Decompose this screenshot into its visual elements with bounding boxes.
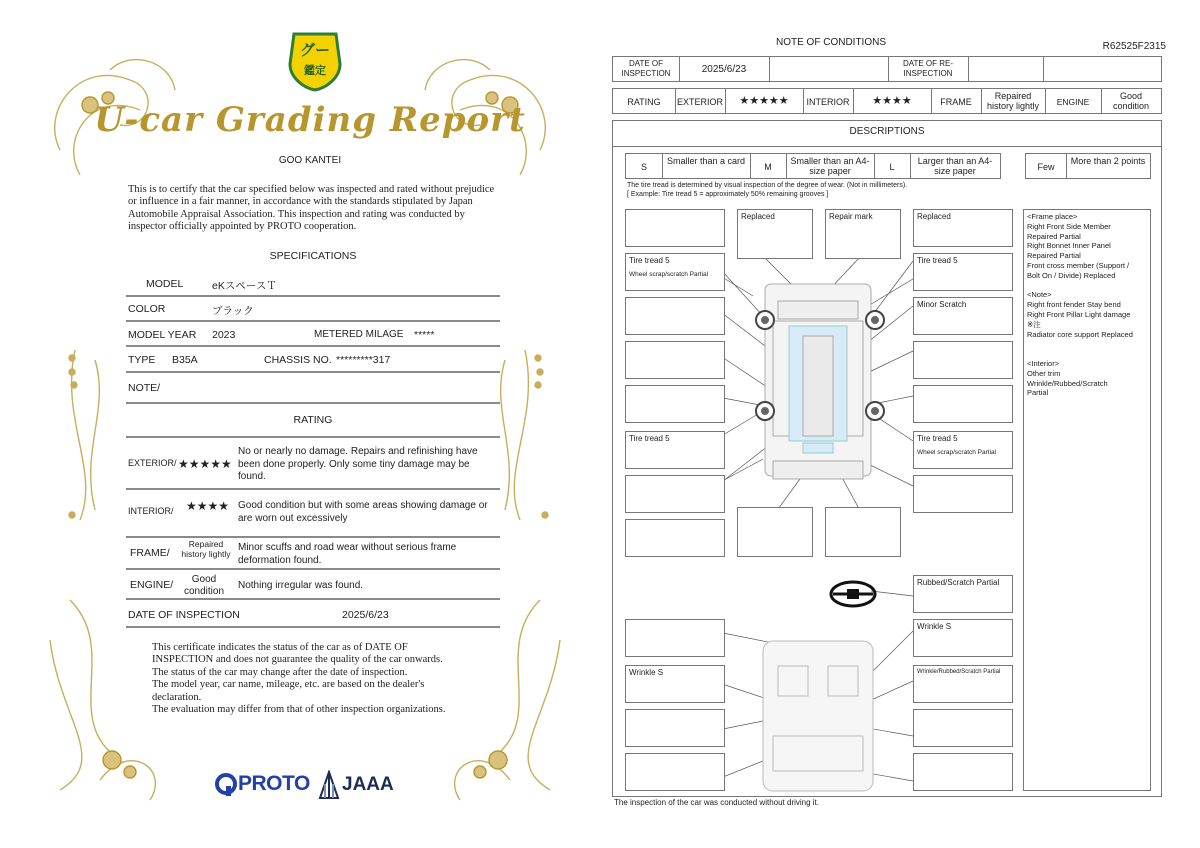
damage-box <box>913 619 1013 657</box>
damage-box <box>625 341 725 379</box>
frame-note-line: Repaired Partial <box>1027 251 1081 261</box>
damage-box <box>625 297 725 335</box>
svg-text:グー: グー <box>299 41 331 59</box>
jaaa-logo-icon <box>318 770 340 800</box>
steering-damage-label: Rubbed/Scratch Partial <box>917 578 1000 587</box>
frame-desc: Minor scuffs and road wear without serious frame deformation found. <box>238 542 457 566</box>
exterior-label: EXTERIOR/ <box>128 458 177 468</box>
interior-label: INTERIOR/ <box>128 506 174 516</box>
damage-box <box>625 431 725 469</box>
exterior-stars: ★★★★★ <box>178 457 232 471</box>
exterior-label: EXTERIOR <box>676 97 723 107</box>
general-note-line: Right Front Pillar Light damage <box>1027 309 1131 319</box>
damage-box <box>625 475 725 513</box>
wheel-scrap-label: Wheel scrap/scratch Partial <box>629 271 709 278</box>
chassis-label: CHASSIS NO. <box>264 354 332 366</box>
wrinkle-rubbed-label: Wrinkle/Rubbed/Scratch Partial <box>917 669 1001 675</box>
interior-note-line: Other trim <box>1027 368 1061 378</box>
report-title: U-car Grading Report <box>94 100 526 140</box>
rating-row-interior <box>126 490 500 538</box>
type-value: B35A <box>172 354 198 366</box>
wheel-scrap-label: Wheel scrap/scratch Partial <box>917 449 997 456</box>
frame-note-line: Right Bonnet Inner Panel <box>1027 241 1111 251</box>
goo-kantei-badge <box>286 30 344 92</box>
date-of-inspection-label: DATE OF INSPECTION <box>621 59 671 78</box>
report-subtitle: GOO KANTEI <box>278 155 342 166</box>
model-year-value: 2023 <box>212 329 236 341</box>
conditions-title: NOTE OF CONDITIONS <box>776 37 886 48</box>
disclaimer-line: The status of the car may change after the date of inspection. <box>152 666 408 678</box>
notes-column <box>1023 209 1151 791</box>
spec-row-year <box>126 322 500 347</box>
engine-value: Good condition <box>183 574 225 597</box>
descriptions-heading: DESCRIPTIONS <box>849 126 925 137</box>
damage-box <box>825 209 901 259</box>
damage-box <box>625 665 725 703</box>
damage-box <box>913 575 1013 613</box>
repair-mark-label: Repair mark <box>829 212 873 221</box>
steering-wheel-icon <box>831 582 875 606</box>
general-note-line: ※注 <box>1027 319 1041 329</box>
proto-logo: PROTO <box>238 772 310 795</box>
wrinkle-label: Wrinkle S <box>629 668 664 677</box>
damage-box <box>625 253 725 291</box>
wrinkle-label: Wrinkle S <box>917 622 952 631</box>
damage-box <box>913 209 1013 247</box>
frame-value: Repaired history lightly <box>181 539 231 559</box>
disclaimer-line: declaration. <box>152 691 202 703</box>
divider <box>1043 56 1044 82</box>
frame-label: FRAME/ <box>130 547 170 559</box>
frame-note-line: Right Front Side Member <box>1027 221 1111 231</box>
frame-note-line: <Frame place> <box>1027 212 1078 221</box>
conditions-footer: The inspection of the car was conducted without driving it. <box>614 798 819 807</box>
tire-tread-label: Tire tread 5 <box>629 434 670 443</box>
legend-m-desc: Smaller than an A4-size paper <box>790 156 870 176</box>
reference-number: R62525F2315 <box>1102 41 1166 52</box>
few-legend <box>1025 153 1151 179</box>
tread-example: [ Example: Tire tread 5 = approximately 50% remaining grooves ] <box>627 191 829 198</box>
legend-few-desc: More than 2 points <box>1070 156 1146 166</box>
damage-box <box>737 507 813 557</box>
divider <box>968 56 969 82</box>
interior-desc: Good condition but with some areas showing damage or are worn out excessively <box>238 500 488 524</box>
legend-l: L <box>889 162 895 172</box>
interior-stars: ★★★★ <box>186 499 230 513</box>
damage-box <box>913 665 1013 703</box>
legend-few: Few <box>1037 162 1055 172</box>
engine-value: Good condition <box>1112 91 1150 111</box>
disclaimer-line: The model year, car name, mileage, etc. are based on the dealer's <box>152 679 425 691</box>
interior-note-line: <Interior> <box>1027 358 1060 368</box>
spec-row-model <box>126 272 500 297</box>
certify-statement: This is to certify that the car specified below was inspected and rated without prejudice or influence in a fair manner, in accordance with the standards stipulated by Japan Automobile Appraisal Association. This inspection and rating was conducted by inspector officially appointed by PROTO cooperation. <box>128 184 495 233</box>
certificate-disclaimer <box>152 642 492 716</box>
interior-note-line: Wrinkle/Rubbed/Scratch <box>1027 378 1108 388</box>
tire-tread-label: Tire tread 5 <box>917 434 958 443</box>
sponsor-logos <box>214 768 414 802</box>
date-of-inspection-value: 2025/6/23 <box>701 64 747 75</box>
rating-row-exterior <box>126 436 500 490</box>
damage-box <box>625 519 725 557</box>
mileage-label: METERED MILAGE <box>314 329 404 340</box>
frame-note-line: Repaired Partial <box>1027 231 1081 241</box>
general-note-line: Right front fender Stay bend <box>1027 300 1121 310</box>
minor-scratch-label: Minor Scratch <box>917 300 967 309</box>
rating-row-engine <box>126 570 500 600</box>
model-year-label: MODEL YEAR <box>128 329 197 341</box>
legend-s-desc: Smaller than a card <box>666 156 746 166</box>
damage-box <box>625 209 725 247</box>
proto-logo-icon <box>214 772 238 798</box>
chassis-value: *********317 <box>336 354 391 366</box>
damage-box <box>625 709 725 747</box>
replaced-label: Replaced <box>917 212 951 221</box>
disclaimer-line: The evaluation may differ from that of other inspection organizations. <box>152 704 446 716</box>
tread-note: The tire tread is determined by visual inspection of the degree of wear. (Not in millimeters). <box>627 182 908 189</box>
tire-tread-label: Tire tread 5 <box>917 256 958 265</box>
spec-row-color <box>126 297 500 322</box>
damage-box <box>825 507 901 557</box>
legend-s: S <box>640 162 647 172</box>
interior-stars: ★★★★ <box>872 95 912 107</box>
note-label: NOTE/ <box>128 382 161 394</box>
svg-text:鑑定: 鑑定 <box>304 64 326 77</box>
specifications-heading: SPECIFICATIONS <box>269 250 357 262</box>
damage-box <box>913 753 1013 791</box>
date-value: 2025/6/23 <box>342 609 389 621</box>
mileage-value: ***** <box>414 329 435 341</box>
damage-box <box>737 209 813 259</box>
disclaimer-line: INSPECTION and does not guarantee the quality of the car onwards. <box>152 654 443 666</box>
legend-l-desc: Larger than an A4-size paper <box>917 156 993 176</box>
engine-label: ENGINE <box>1056 97 1090 107</box>
rating-row-frame <box>126 538 500 570</box>
frame-label: FRAME <box>940 97 972 107</box>
date-label: DATE OF INSPECTION <box>128 609 240 621</box>
damage-box <box>913 253 1013 291</box>
color-value: ブラック <box>212 305 254 317</box>
damage-box <box>625 385 725 423</box>
disclaimer-line: This certificate indicates the status of the car as of DATE OF <box>152 642 408 653</box>
damage-box <box>625 753 725 791</box>
date-of-reinspection-label: DATE OF RE-INSPECTION <box>902 59 954 78</box>
model-label: MODEL <box>146 278 184 290</box>
damage-box <box>913 385 1013 423</box>
damage-box <box>913 297 1013 335</box>
damage-box <box>625 619 725 657</box>
rating-row-date <box>126 600 500 628</box>
model-value: eKスペースＴ <box>212 280 277 292</box>
engine-label: ENGINE/ <box>130 579 174 591</box>
rating-table <box>612 88 1162 114</box>
note-of-conditions <box>606 30 1166 820</box>
exterior-desc: No or nearly no damage. Repairs and refinishing have been done properly. Only some tiny damage may be found. <box>238 446 478 482</box>
interior-label: INTERIOR <box>806 97 850 107</box>
rating-label: RATING <box>627 97 661 107</box>
spec-row-type <box>126 347 500 373</box>
damage-box <box>913 431 1013 469</box>
tire-tread-label: Tire tread 5 <box>629 256 670 265</box>
spec-row-note <box>126 373 500 404</box>
rating-heading: RATING <box>293 414 333 426</box>
jaaa-logo: JAAA <box>342 774 394 795</box>
frame-value: Repaired history lightly <box>986 91 1040 111</box>
interior-note-line: Partial <box>1027 388 1049 398</box>
frame-note-line: Front cross member (Support / <box>1027 260 1130 270</box>
general-note-line: Radiator core support Replaced <box>1027 329 1133 339</box>
divider <box>769 56 770 82</box>
damage-box <box>913 709 1013 747</box>
descriptions-panel <box>612 120 1162 797</box>
damage-box <box>913 475 1013 513</box>
frame-note-line: Bolt On / Divide) Replaced <box>1027 270 1116 280</box>
notes-text <box>1024 210 1150 400</box>
engine-desc: Nothing irregular was found. <box>238 580 364 591</box>
general-note-line: <Note> <box>1027 290 1052 300</box>
damage-box <box>913 341 1013 379</box>
replaced-label: Replaced <box>741 212 775 221</box>
exterior-stars: ★★★★★ <box>739 95 789 107</box>
dates-table <box>612 56 1162 82</box>
color-label: COLOR <box>128 303 166 315</box>
type-label: TYPE <box>128 354 156 366</box>
legend-m: M <box>764 162 772 172</box>
